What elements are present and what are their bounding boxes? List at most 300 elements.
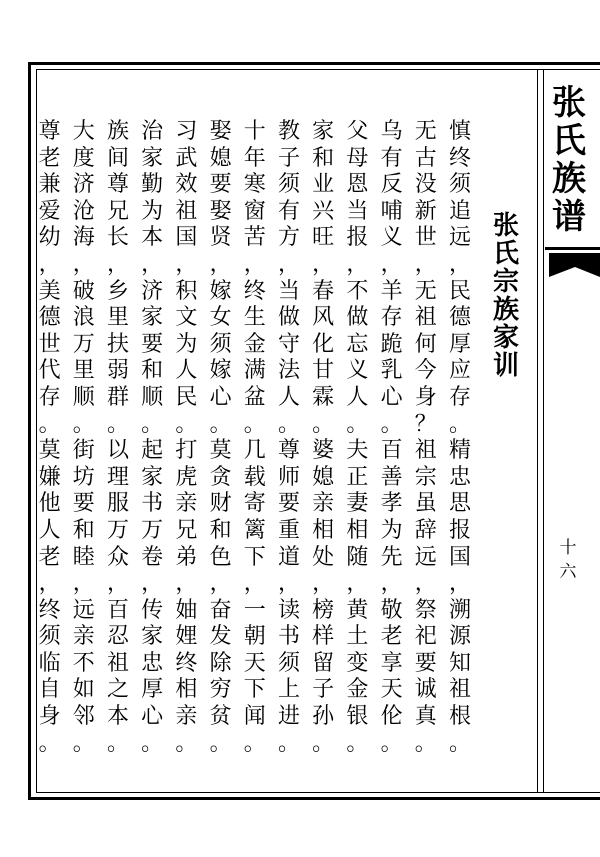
book-title-char: 氏: [552, 121, 586, 161]
text-char: 和: [209, 517, 232, 543]
text-char: 家: [312, 119, 335, 144]
text-char: 祖: [106, 650, 129, 676]
text-char: 做: [277, 305, 300, 331]
text-char: 习: [175, 119, 198, 144]
text-char: 浪: [72, 305, 95, 331]
text-char: 春: [312, 278, 335, 304]
text-char: 老: [38, 544, 61, 570]
text-char: 德: [448, 305, 471, 331]
text-char: 道: [277, 544, 300, 570]
text-char: 无: [414, 278, 437, 304]
text-char: ，: [312, 571, 335, 597]
text-char: 本: [141, 225, 164, 251]
text-char: 报: [448, 517, 471, 543]
text-char: 理: [106, 464, 129, 490]
text-char: 祭: [414, 597, 437, 623]
text-char: 追: [448, 198, 471, 224]
text-char: 子: [312, 677, 335, 703]
text-char: 当: [277, 278, 300, 304]
text-char: 兼: [38, 172, 61, 198]
text-char: 兄: [175, 517, 198, 543]
text-char: 哺: [380, 198, 403, 224]
text-char: 海: [72, 225, 95, 251]
text-char: 须: [448, 172, 471, 198]
text-char: 母: [346, 145, 369, 171]
text-char: 祖: [175, 198, 198, 224]
text-char: 忠: [448, 464, 471, 490]
text-char: 之: [106, 677, 129, 703]
text-char: 心: [380, 384, 403, 410]
text-column: [410, 119, 442, 757]
text-char: 人: [38, 517, 61, 543]
text-char: 忠: [141, 650, 164, 676]
text-char: 样: [312, 624, 335, 650]
text-char: 。: [448, 730, 471, 756]
text-char: 。: [346, 411, 369, 437]
text-column: [68, 119, 100, 757]
text-char: 敬: [380, 597, 403, 623]
text-char: 相: [346, 517, 369, 543]
text-char: 效: [175, 172, 198, 198]
text-char: 群: [106, 384, 129, 410]
text-char: ，: [414, 571, 437, 597]
text-char: 贫: [209, 704, 232, 730]
text-column: [170, 119, 202, 757]
text-char: ，: [72, 251, 95, 277]
text-char: ，: [414, 251, 437, 277]
text-column: [136, 119, 168, 757]
text-char: 方: [277, 225, 300, 251]
text-char: 勤: [141, 172, 164, 198]
text-char: 色: [209, 544, 232, 570]
text-char: 辞: [414, 517, 437, 543]
text-char: 媳: [209, 145, 232, 171]
text-char: 几: [243, 438, 266, 464]
text-char: 窗: [243, 198, 266, 224]
text-char: ，: [175, 571, 198, 597]
text-char: 万: [141, 517, 164, 543]
text-char: 下: [243, 677, 266, 703]
text-char: 媳: [312, 464, 335, 490]
text-char: 沧: [72, 198, 95, 224]
text-char: 要: [141, 331, 164, 357]
text-char: 进: [277, 704, 300, 730]
text-char: 有: [277, 198, 300, 224]
text-char: 本: [106, 704, 129, 730]
text-char: 百: [106, 597, 129, 623]
text-char: 心: [209, 384, 232, 410]
text-char: 年: [243, 145, 266, 171]
text-char: ，: [380, 251, 403, 277]
text-char: 爱: [38, 198, 61, 224]
text-char: 有: [380, 145, 403, 171]
text-char: 。: [106, 730, 129, 756]
text-column: [34, 119, 66, 757]
text-char: 如: [72, 677, 95, 703]
text-char: 。: [106, 411, 129, 437]
text-char: 尊: [277, 438, 300, 464]
text-char: 化: [312, 331, 335, 357]
text-char: 睦: [72, 544, 95, 570]
text-char: 精: [448, 438, 471, 464]
text-char: 无: [414, 119, 437, 144]
text-char: 当: [346, 198, 369, 224]
text-char: 。: [72, 730, 95, 756]
text-char: 尊: [106, 172, 129, 198]
text-char: 寒: [243, 172, 266, 198]
text-char: 。: [175, 411, 198, 437]
text-char: 虎: [175, 464, 198, 490]
text-char: 坊: [72, 464, 95, 490]
text-char: 。: [209, 730, 232, 756]
text-char: 财: [209, 491, 232, 517]
text-char: 银: [346, 704, 369, 730]
text-char: 传: [141, 597, 164, 623]
text-char: 卷: [141, 544, 164, 570]
text-char: 满: [243, 358, 266, 384]
text-char: 除: [209, 650, 232, 676]
text-char: 妯: [175, 597, 198, 623]
text-char: 留: [312, 650, 335, 676]
text-char: 里: [72, 358, 95, 384]
text-char: 旺: [312, 225, 335, 251]
text-char: 思: [448, 491, 471, 517]
text-char: 代: [38, 358, 61, 384]
text-column: [102, 119, 134, 757]
text-char: 老: [380, 624, 403, 650]
text-char: 身: [38, 704, 61, 730]
text-char: 人: [277, 384, 300, 410]
text-char: 邻: [72, 704, 95, 730]
text-char: 家: [141, 624, 164, 650]
text-char: 知: [448, 650, 471, 676]
text-char: 做: [346, 305, 369, 331]
text-char: ，: [209, 251, 232, 277]
text-char: 正: [346, 464, 369, 490]
text-column: [239, 119, 271, 757]
text-char: 篱: [243, 517, 266, 543]
text-char: 书: [141, 491, 164, 517]
text-char: 济: [72, 172, 95, 198]
text-char: 。: [277, 730, 300, 756]
text-char: 顺: [72, 384, 95, 410]
text-char: 以: [106, 438, 129, 464]
document-title-char: 张: [492, 211, 519, 241]
text-char: 嫁: [209, 278, 232, 304]
text-char: 莫: [209, 438, 232, 464]
text-char: 变: [346, 650, 369, 676]
text-char: 兴: [312, 198, 335, 224]
text-char: 土: [346, 624, 369, 650]
text-char: 。: [243, 411, 266, 437]
text-char: 贤: [209, 225, 232, 251]
text-char: 老: [38, 145, 61, 171]
text-char: 须: [277, 172, 300, 198]
text-char: 起: [141, 438, 164, 464]
text-char: 娶: [209, 198, 232, 224]
text-char: 弱: [106, 358, 129, 384]
text-char: 伦: [380, 704, 403, 730]
text-char: 朝: [243, 624, 266, 650]
text-char: ，: [277, 251, 300, 277]
text-char: 夫: [346, 438, 369, 464]
text-char: ，: [448, 571, 471, 597]
text-char: 。: [72, 411, 95, 437]
text-char: 羊: [380, 278, 403, 304]
text-char: ？: [414, 411, 437, 437]
text-char: 为: [175, 331, 198, 357]
text-char: 存: [380, 305, 403, 331]
text-char: 源: [448, 624, 471, 650]
text-char: 远: [72, 597, 95, 623]
text-char: 苦: [243, 225, 266, 251]
text-char: 要: [72, 491, 95, 517]
text-char: 里: [106, 305, 129, 331]
text-char: 自: [38, 677, 61, 703]
text-char: 终: [175, 650, 198, 676]
text-char: 没: [414, 172, 437, 198]
text-char: 治: [141, 119, 164, 144]
text-char: 。: [277, 411, 300, 437]
text-char: 万: [72, 331, 95, 357]
text-char: 黄: [346, 597, 369, 623]
text-char: 德: [38, 305, 61, 331]
text-char: 扶: [106, 331, 129, 357]
text-char: 临: [38, 650, 61, 676]
book-title-char: 族: [552, 159, 586, 199]
text-char: 闻: [243, 704, 266, 730]
text-char: 贪: [209, 464, 232, 490]
text-char: 穷: [209, 677, 232, 703]
text-char: 百: [380, 438, 403, 464]
text-char: 须: [38, 624, 61, 650]
text-char: 守: [277, 331, 300, 357]
text-char: ，: [72, 571, 95, 597]
text-char: 。: [141, 730, 164, 756]
text-char: ，: [312, 251, 335, 277]
text-char: 恩: [346, 172, 369, 198]
text-char: ，: [277, 571, 300, 597]
text-char: 万: [106, 517, 129, 543]
text-char: 根: [448, 704, 471, 730]
text-char: 众: [106, 544, 129, 570]
text-char: 甘: [312, 358, 335, 384]
text-char: 亲: [175, 491, 198, 517]
text-char: 。: [312, 730, 335, 756]
text-char: 奋: [209, 597, 232, 623]
text-char: 应: [448, 358, 471, 384]
margin-divider-line: [537, 69, 538, 793]
text-char: 宗: [414, 464, 437, 490]
text-char: 。: [380, 730, 403, 756]
text-char: 娌: [175, 624, 198, 650]
text-char: 忍: [106, 624, 129, 650]
book-title-char: 张: [552, 83, 586, 123]
text-char: 法: [277, 358, 300, 384]
text-char: 义: [380, 225, 403, 251]
text-char: 读: [277, 597, 300, 623]
text-char: 乌: [380, 119, 403, 144]
text-char: 须: [209, 331, 232, 357]
margin-divider-line: [543, 69, 544, 793]
text-char: 祖: [448, 677, 471, 703]
document-title-char: 训: [492, 351, 519, 381]
text-char: 破: [72, 278, 95, 304]
text-char: 虽: [414, 491, 437, 517]
text-char: ，: [243, 571, 266, 597]
text-char: 族: [106, 119, 129, 144]
text-char: 莫: [38, 438, 61, 464]
text-char: ，: [380, 571, 403, 597]
text-char: 。: [448, 411, 471, 437]
text-char: 嫁: [209, 358, 232, 384]
text-char: 不: [346, 278, 369, 304]
text-char: 天: [243, 650, 266, 676]
text-char: ，: [209, 571, 232, 597]
text-char: 慎: [448, 119, 471, 144]
text-char: 相: [175, 677, 198, 703]
text-char: 处: [312, 544, 335, 570]
text-char: 。: [380, 411, 403, 437]
text-char: 度: [72, 145, 95, 171]
text-char: 义: [346, 358, 369, 384]
text-char: 古: [414, 145, 437, 171]
document-title-char: 宗: [492, 267, 519, 297]
text-char: 享: [380, 650, 403, 676]
text-char: 今: [414, 358, 437, 384]
text-char: 善: [380, 464, 403, 490]
text-char: 要: [414, 650, 437, 676]
text-char: 不: [72, 650, 95, 676]
text-char: 孝: [380, 491, 403, 517]
text-char: 他: [38, 491, 61, 517]
text-column: [273, 119, 305, 757]
text-char: 反: [380, 172, 403, 198]
text-char: 世: [414, 225, 437, 251]
text-char: 终: [38, 597, 61, 623]
text-char: 厚: [448, 331, 471, 357]
text-char: 人: [346, 384, 369, 410]
text-char: 一: [243, 597, 266, 623]
text-char: 风: [312, 305, 335, 331]
text-char: 嫌: [38, 464, 61, 490]
document-title: [488, 212, 524, 380]
text-char: 。: [346, 730, 369, 756]
text-char: 忘: [346, 331, 369, 357]
text-char: 榜: [312, 597, 335, 623]
text-char: 新: [414, 198, 437, 224]
text-char: 重: [277, 517, 300, 543]
text-char: ，: [141, 571, 164, 597]
text-char: 远: [448, 225, 471, 251]
text-char: 心: [141, 704, 164, 730]
text-char: 存: [38, 384, 61, 410]
text-char: 幼: [38, 225, 61, 251]
text-char: 民: [175, 384, 198, 410]
text-char: 街: [72, 438, 95, 464]
text-char: 金: [243, 331, 266, 357]
text-char: 积: [175, 278, 198, 304]
text-char: 金: [346, 677, 369, 703]
text-char: 终: [243, 278, 266, 304]
text-char: 要: [209, 172, 232, 198]
page-number: [556, 536, 580, 584]
text-char: 终: [448, 145, 471, 171]
document-title-char: 家: [492, 323, 519, 353]
text-char: 民: [448, 278, 471, 304]
text-char: 溯: [448, 597, 471, 623]
text-char: ，: [106, 251, 129, 277]
text-column: [307, 119, 339, 757]
text-char: 载: [243, 464, 266, 490]
text-char: 须: [277, 650, 300, 676]
text-char: 先: [380, 544, 403, 570]
text-char: 天: [380, 677, 403, 703]
text-char: 要: [277, 491, 300, 517]
page-number-char: 十: [559, 538, 577, 558]
text-char: 生: [243, 305, 266, 331]
text-char: 为: [380, 517, 403, 543]
text-char: 打: [175, 438, 198, 464]
text-char: 霖: [312, 384, 335, 410]
text-char: 济: [141, 278, 164, 304]
text-char: 。: [38, 411, 61, 437]
text-char: 发: [209, 624, 232, 650]
text-char: 娶: [209, 119, 232, 144]
text-char: ，: [38, 571, 61, 597]
text-char: ，: [106, 571, 129, 597]
text-char: 亲: [175, 704, 198, 730]
fishtail-mark-icon: [545, 247, 600, 277]
text-char: 妻: [346, 491, 369, 517]
text-char: 顺: [141, 384, 164, 410]
text-char: 厚: [141, 677, 164, 703]
text-char: 诚: [414, 677, 437, 703]
text-char: 何: [414, 331, 437, 357]
text-char: 亲: [72, 624, 95, 650]
text-char: 弟: [175, 544, 198, 570]
text-char: 家: [141, 464, 164, 490]
text-char: 十: [243, 119, 266, 144]
text-char: 家: [141, 305, 164, 331]
book-title: [550, 84, 588, 236]
text-char: 祖: [414, 305, 437, 331]
text-char: 远: [414, 544, 437, 570]
text-char: 世: [38, 331, 61, 357]
text-char: 为: [141, 198, 164, 224]
text-char: 和: [72, 517, 95, 543]
page-number-char: 六: [559, 562, 577, 582]
text-char: ，: [175, 251, 198, 277]
text-char: 长: [106, 225, 129, 251]
text-char: 兄: [106, 198, 129, 224]
text-char: ，: [448, 251, 471, 277]
text-char: 和: [141, 358, 164, 384]
text-char: 。: [209, 411, 232, 437]
text-char: 相: [312, 517, 335, 543]
text-char: 尊: [38, 119, 61, 144]
text-char: 美: [38, 278, 61, 304]
text-char: 寄: [243, 491, 266, 517]
book-title-char: 谱: [552, 197, 586, 237]
text-char: 乡: [106, 278, 129, 304]
text-char: 。: [38, 730, 61, 756]
text-char: 子: [277, 145, 300, 171]
text-char: ，: [346, 251, 369, 277]
text-char: 身: [414, 384, 437, 410]
text-column: [341, 119, 373, 757]
text-char: 女: [209, 305, 232, 331]
